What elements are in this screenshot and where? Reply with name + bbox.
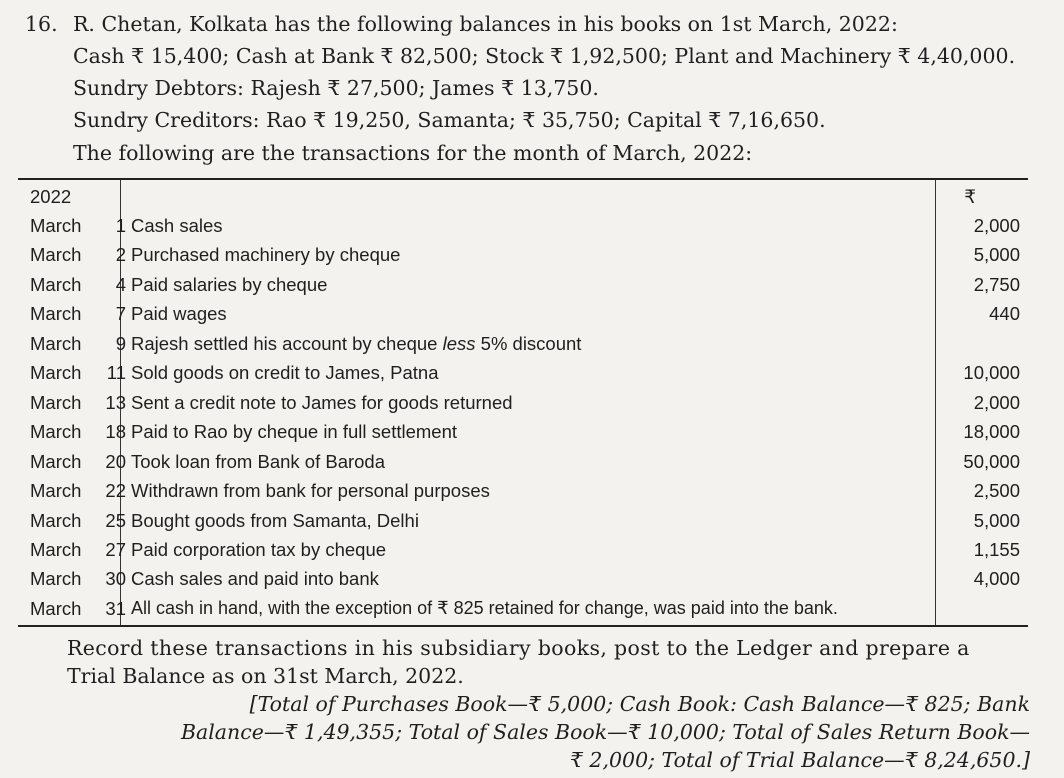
row-description: Bought goods from Samanta, Delhi xyxy=(131,509,419,531)
row-month: March xyxy=(30,568,82,590)
row-month: March xyxy=(30,450,82,472)
row-description: Paid salaries by cheque xyxy=(131,273,328,295)
row-description: All cash in hand, with the exception of ₹ 825 retained for change, was paid into the bank. xyxy=(131,597,838,618)
row-amount: 2,000 xyxy=(973,215,1020,236)
row-month: March xyxy=(30,391,82,413)
question-line-4: Sundry Creditors: Rao ₹ 19,250, Samanta; ₹ 35,750; Capital ₹ 7,16,650. xyxy=(73,108,826,132)
currency-header: ₹ xyxy=(964,186,976,207)
row-description: Paid to Rao by cheque in full settlement xyxy=(131,421,457,443)
row-amount: 10,000 xyxy=(963,362,1020,384)
row-day: 20 xyxy=(105,450,126,472)
question-number: 16. xyxy=(25,12,58,36)
table-row xyxy=(18,447,1028,476)
row-day: 13 xyxy=(105,391,126,413)
row-month: March xyxy=(30,215,82,236)
row-amount: 2,750 xyxy=(973,273,1020,295)
row-month: March xyxy=(30,480,82,502)
row-day: 27 xyxy=(105,538,126,560)
row-month: March xyxy=(30,509,82,531)
row-day: 11 xyxy=(106,362,126,384)
instruction-line-2: Trial Balance as on 31st March, 2022. xyxy=(67,664,464,688)
row-month: March xyxy=(30,538,82,560)
table-row xyxy=(18,299,1028,328)
row-amount: 2,500 xyxy=(973,480,1020,502)
row-amount: 2,000 xyxy=(973,391,1020,413)
answer-line-2: Balance—₹ 1,49,355; Total of Sales Book—₹ 10,000; Total of Sales Return Book— xyxy=(180,720,1030,744)
row-month: March xyxy=(30,332,82,354)
row-description: Paid corporation tax by cheque xyxy=(131,538,387,560)
row-amount: 4,000 xyxy=(973,568,1020,590)
answer-line-1: [Total of Purchases Book—₹ 5,000; Cash Book: Cash Balance—₹ 825; Bank xyxy=(249,692,1030,716)
row-day: 7 xyxy=(115,303,126,325)
question-line-2: Cash ₹ 15,400; Cash at Bank ₹ 82,500; Stock ₹ 1,92,500; Plant and Machinery ₹ 4,40,000. xyxy=(73,44,1016,68)
row-day: 31 xyxy=(105,597,126,619)
row-month: March xyxy=(30,362,82,384)
row-description: Cash sales and paid into bank xyxy=(131,568,379,590)
row-description: Purchased machinery by cheque xyxy=(131,244,401,266)
table-bottom-rule xyxy=(18,625,1028,627)
row-day: 1 xyxy=(115,215,126,236)
question-line-1: R. Chetan, Kolkata has the following balances in his books on 1st March, 2022: xyxy=(73,12,898,36)
row-amount: 1,155 xyxy=(973,538,1020,560)
answer-line-3: ₹ 2,000; Total of Trial Balance—₹ 8,24,650.] xyxy=(569,748,1030,772)
row-amount: 50,000 xyxy=(963,450,1020,472)
table-row xyxy=(18,270,1028,299)
table-row xyxy=(18,329,1028,358)
table-row xyxy=(18,240,1028,269)
year-header: 2022 xyxy=(30,186,72,207)
table-row xyxy=(18,535,1028,564)
row-month: March xyxy=(30,597,82,619)
table-top-rule xyxy=(18,178,1028,180)
row-day: 9 xyxy=(115,332,126,354)
row-month: March xyxy=(30,421,82,443)
row-day: 22 xyxy=(105,480,126,502)
row-day: 4 xyxy=(115,273,126,295)
table-row xyxy=(18,506,1028,535)
row-amount: 440 xyxy=(989,303,1020,325)
table-row xyxy=(18,388,1028,417)
row-day: 18 xyxy=(105,421,126,443)
row-amount: 5,000 xyxy=(973,244,1020,266)
question-line-3: Sundry Debtors: Rajesh ₹ 27,500; James ₹ 13,750. xyxy=(73,76,599,100)
table-row xyxy=(18,476,1028,505)
row-description: Rajesh settled his account by cheque less 5% discount xyxy=(131,332,582,354)
table-row xyxy=(18,417,1028,446)
row-description: Sold goods on credit to James, Patna xyxy=(131,362,439,384)
row-description: Cash sales xyxy=(131,215,223,236)
table-row xyxy=(18,594,1028,623)
row-day: 30 xyxy=(105,568,126,590)
instruction-line-1: Record these transactions in his subsidiary books, post to the Ledger and prepare a xyxy=(67,636,970,660)
row-month: March xyxy=(30,244,82,266)
row-description: Sent a credit note to James for goods returned xyxy=(131,391,513,413)
table-row xyxy=(18,358,1028,387)
row-amount: 5,000 xyxy=(973,509,1020,531)
row-description: Took loan from Bank of Baroda xyxy=(131,450,386,472)
question-line-5: The following are the transactions for the month of March, 2022: xyxy=(73,141,753,165)
table-header-row xyxy=(18,182,1028,211)
row-description: Withdrawn from bank for personal purposes xyxy=(131,480,490,502)
row-description: Paid wages xyxy=(131,303,227,325)
row-month: March xyxy=(30,303,82,325)
row-month: March xyxy=(30,273,82,295)
row-day: 25 xyxy=(105,509,126,531)
row-day: 2 xyxy=(115,244,126,266)
table-row xyxy=(18,564,1028,593)
table-row xyxy=(18,211,1028,240)
row-amount: 18,000 xyxy=(963,421,1020,443)
